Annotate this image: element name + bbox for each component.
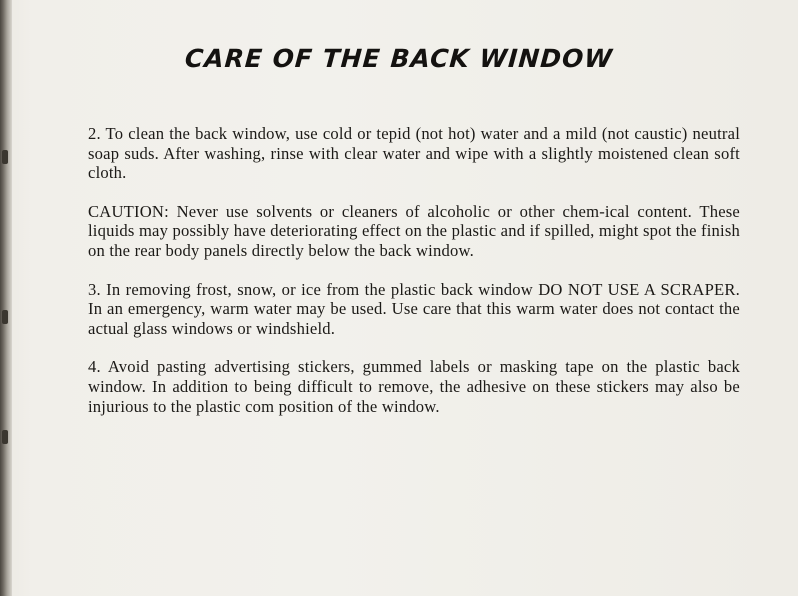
binding-staple (2, 310, 8, 324)
page-body (88, 124, 740, 416)
binding-staple (2, 430, 8, 444)
book-binding-edge (0, 0, 12, 596)
binding-staple (2, 150, 8, 164)
paragraph-caution: CAUTION: Never use solvents or cleaners of alcoholic or other chem-ical content. These liquids may possibly have deteriorating effect on the plastic and if spilled, might spot the finish on the rear body panels directly below the back window. (88, 201, 740, 260)
page-title: CARE OF THE BACK WINDOW (184, 44, 614, 73)
paragraph-stickers: 4. Avoid pasting advertising stickers, gummed labels or masking tape on the plastic back window. In addition to being difficult to remove, the adhesive on these stickers may also be injurious to the plastic com position of the window. (88, 357, 740, 416)
paragraph-frost-removal: 3. In removing frost, snow, or ice from the plastic back window DO NOT USE A SCRAPER. In an emergency, warm water may be used. Use care that this warm water does not contact the actual glass windows or windshield. (88, 279, 740, 338)
paragraph-cleaning: 2. To clean the back window, use cold or tepid (not hot) water and a mild (not caustic) neutral soap suds. After washing, rinse with clear water and wipe with a slightly moistened clean soft cloth. (88, 124, 740, 183)
